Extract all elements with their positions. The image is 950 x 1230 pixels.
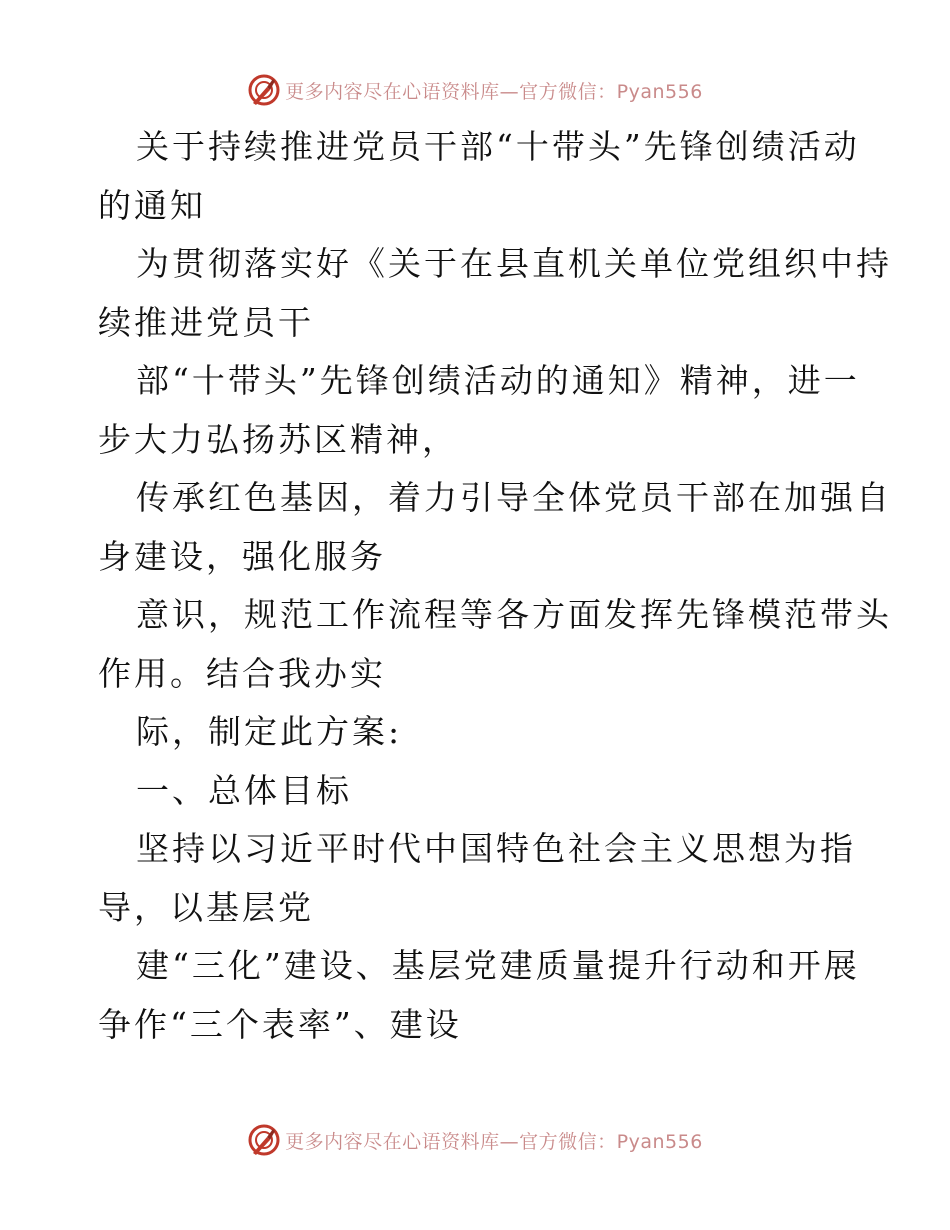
text-line: 导，以基层党 (98, 887, 314, 927)
text-line: 步大力弘扬苏区精神， (98, 419, 458, 459)
text-line: 建“三化”建设、基层党建质量提升行动和开展 (136, 946, 860, 985)
text-line: 作用。结合我办实 (98, 653, 386, 693)
text-line: 争作“三个表率”、建设 (98, 1004, 462, 1044)
pen-logo-icon (247, 73, 281, 107)
text-line: 的通知 (98, 185, 206, 225)
text-line: 身建设，强化服务 (98, 536, 386, 576)
footer-watermark (0, 1120, 950, 1160)
text-line: 际，制定此方案: (136, 712, 403, 751)
text-line: 坚持以习近平时代中国特色社会主义思想为指 (136, 829, 856, 868)
text-line: 为贯彻落实好《关于在县直机关单位党组织中持 (136, 244, 892, 283)
text-line: 传承红色基因，着力引导全体党员干部在加强自 (136, 478, 892, 517)
pen-logo-icon (247, 1123, 281, 1157)
text-line: 部“十带头”先锋创绩活动的通知》精神，进一 (136, 361, 860, 400)
document-body (98, 118, 892, 1054)
text-line: 关于持续推进党员干部“十带头”先锋创绩活动 (136, 127, 860, 166)
text-line: 意识，规范工作流程等各方面发挥先锋模范带头 (136, 595, 892, 634)
watermark-text: 更多内容尽在心语资料库—官方微信：Pyan556 (285, 1130, 703, 1153)
text-line: 续推进党员干 (98, 302, 314, 342)
watermark-text: 更多内容尽在心语资料库—官方微信：Pyan556 (285, 80, 703, 103)
header-watermark (0, 70, 950, 110)
section-heading: 一、总体目标 (136, 770, 352, 810)
